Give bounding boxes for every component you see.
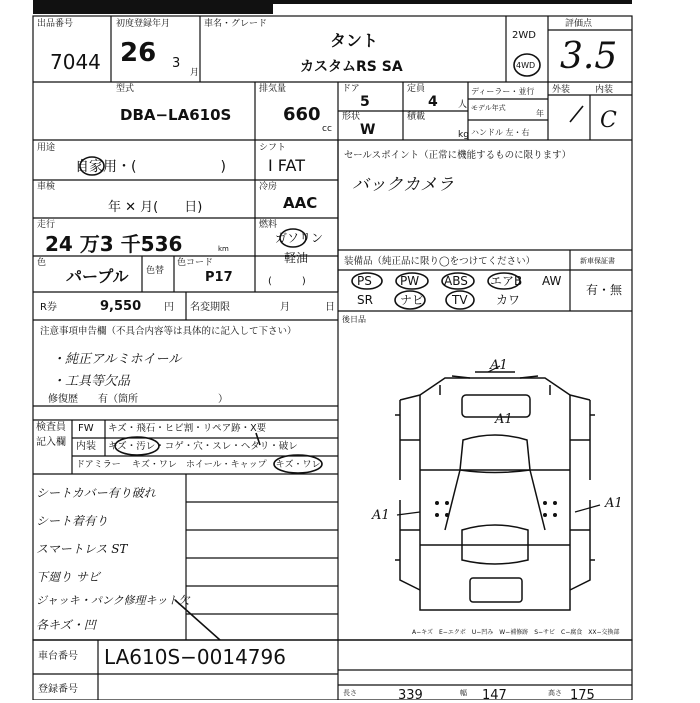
recycle-unit: 円 bbox=[164, 302, 174, 313]
equip-aw: AW bbox=[542, 274, 562, 288]
model-label: 型式 bbox=[116, 84, 135, 94]
model-year-label: モデル年式 bbox=[471, 104, 506, 112]
usage-value: 自家用・( ) bbox=[75, 159, 226, 175]
mileage-label: 走行 bbox=[37, 220, 56, 230]
equip-airbag: エアB bbox=[490, 274, 523, 288]
fuel-label: 燃料 bbox=[259, 220, 278, 230]
doors-value: 5 bbox=[360, 94, 370, 110]
color-label: 色 bbox=[37, 258, 47, 268]
vehicle-grade: カスタムRS SA bbox=[300, 59, 403, 75]
sales-point-label: セールスポイント（正常に機能するものに限ります） bbox=[344, 150, 572, 161]
registration-month-unit: 月 bbox=[190, 68, 200, 78]
color-value: パープル bbox=[66, 267, 129, 286]
hw-note-5: ジャッキ・パンク修理キット欠 bbox=[36, 594, 190, 607]
chassis-value: LA610S−0014796 bbox=[104, 645, 286, 669]
new-car-label: 新車保証書 bbox=[580, 257, 615, 265]
equipment-label: 装備品（純正品に限り◯をつけてください） bbox=[344, 256, 536, 267]
inspector-mirror: ドアミラー bbox=[76, 460, 121, 470]
score-overall: 3.5 bbox=[560, 36, 618, 77]
shift-value: I FAT bbox=[268, 156, 306, 175]
engine-unit: cc bbox=[322, 124, 332, 134]
damage-mark-hood: A1 bbox=[495, 412, 513, 427]
dim-length-label: 長さ bbox=[343, 689, 357, 697]
damage-mark-roof: A1 bbox=[490, 358, 508, 373]
notes-label: 注意事項申告欄（不具合内容等は具体的に記入して下さい） bbox=[40, 326, 297, 337]
equip-ps: PS bbox=[357, 274, 372, 288]
inspector-interior-text: キズ・汚レ・コゲ・穴・スレ・ヘタリ・破レ bbox=[108, 441, 298, 452]
equip-abs: ABS bbox=[444, 274, 468, 288]
lot-number: 7044 bbox=[50, 50, 101, 74]
engine-cc: 660 bbox=[283, 104, 321, 125]
equip-option: 有・無 bbox=[586, 283, 623, 297]
remarks-label: 後日品 bbox=[342, 315, 366, 324]
aircon-value: AAC bbox=[283, 194, 318, 212]
mileage-unit: km bbox=[218, 245, 229, 253]
interior-score: C bbox=[600, 108, 617, 133]
equip-leather: カワ bbox=[496, 293, 521, 307]
model-year-unit: 年 bbox=[536, 109, 544, 118]
exterior-label: 外装 bbox=[552, 85, 571, 95]
color-code: P17 bbox=[205, 270, 233, 285]
name-change-label: 名変期限 bbox=[190, 302, 230, 313]
score-label: 評価点 bbox=[565, 19, 593, 29]
note-line-2: ・工具等欠品 bbox=[52, 374, 131, 389]
engine-label: 排気量 bbox=[259, 84, 287, 94]
fuel-alt: 軽油 bbox=[284, 251, 309, 265]
hw-note-3: スマートレス ST bbox=[36, 542, 128, 556]
inspection-label: 車検 bbox=[37, 182, 56, 192]
hw-note-6: 各キズ・凹 bbox=[36, 618, 96, 632]
model-code: DBA−LA610S bbox=[120, 106, 232, 124]
shift-label: シフト bbox=[259, 143, 287, 153]
inspector-fw: FW bbox=[78, 423, 94, 434]
registration-year: 26 bbox=[120, 38, 157, 68]
dim-height: 175 bbox=[570, 688, 595, 703]
hw-note-1: シートカバー有り破れ bbox=[36, 486, 156, 500]
inspector-interior: 内装 bbox=[76, 441, 96, 452]
load-label: 積載 bbox=[407, 112, 426, 122]
capacity-unit: 人 bbox=[458, 100, 468, 110]
vehicle-name-label: 車名・グレード bbox=[204, 19, 268, 29]
equip-tv: TV bbox=[452, 293, 468, 307]
equip-sr: SR bbox=[357, 293, 373, 307]
registration-month: 3 bbox=[172, 56, 181, 71]
color-change-label: 色替 bbox=[146, 266, 165, 276]
name-change-day: 日 bbox=[325, 302, 335, 313]
handle-label: ハンドル 左・右 bbox=[471, 128, 530, 137]
lot-label: 出品番号 bbox=[37, 19, 74, 29]
inspector-fw-text: キズ・飛石・ヒビ割・リペア跡・X要 bbox=[108, 423, 267, 434]
dim-width-label: 幅 bbox=[460, 689, 467, 697]
recycle-label: R券 bbox=[40, 302, 57, 313]
drive-2wd: 2WD bbox=[512, 30, 536, 41]
dim-width: 147 bbox=[482, 688, 507, 703]
hw-note-2: シート着有り bbox=[36, 514, 109, 528]
recycle-value: 9,550 bbox=[100, 299, 142, 314]
car-damage-diagram bbox=[395, 372, 595, 610]
shape-label: 形状 bbox=[342, 112, 361, 122]
dim-height-label: 高さ bbox=[548, 689, 562, 697]
shape-value: W bbox=[360, 122, 376, 138]
interior-label: 内装 bbox=[595, 85, 614, 95]
name-change-month: 月 bbox=[280, 302, 290, 313]
vehicle-name: タント bbox=[330, 31, 379, 50]
aircon-label: 冷房 bbox=[259, 182, 278, 192]
inspector-entry-label: 記入欄 bbox=[36, 437, 66, 448]
inspector-label: 検査員 bbox=[36, 422, 66, 433]
damage-mark-left: A1 bbox=[372, 508, 390, 523]
usage-label: 用途 bbox=[37, 143, 56, 153]
note-line-1: ・純正アルミホイール bbox=[52, 352, 182, 367]
chassis-label: 車台番号 bbox=[38, 651, 78, 662]
fuel-paren: ( ) bbox=[268, 276, 306, 287]
repair-history: 修復歴 有（箇所 ） bbox=[48, 394, 228, 405]
doors-label: ドア bbox=[342, 84, 360, 94]
load-unit: kg bbox=[458, 130, 469, 140]
drive-4wd: 4WD bbox=[516, 61, 536, 70]
capacity-value: 4 bbox=[428, 94, 438, 110]
color-code-label: 色コード bbox=[177, 258, 214, 268]
mileage-value: 24 万3 千536 bbox=[45, 232, 183, 256]
capacity-label: 定員 bbox=[407, 84, 426, 94]
fuel-value: ガソリン bbox=[275, 231, 324, 245]
reg-number-label: 登録番号 bbox=[38, 684, 78, 695]
damage-mark-right: A1 bbox=[605, 496, 623, 511]
equip-navi: ナビ bbox=[400, 293, 425, 307]
inspection-value: 年 ✕ 月( 日) bbox=[108, 200, 203, 215]
sales-point-text: バックカメラ bbox=[352, 175, 454, 195]
registration-label: 初度登録年月 bbox=[116, 19, 171, 29]
inspector-mirror-text: キズ・ワレ ホイール・キャップ キズ・ワレ bbox=[132, 460, 321, 470]
dealer-label: ディーラー・並行 bbox=[471, 87, 535, 96]
damage-legend: A−キズ E−エクボ U−凹み W−補修跡 S−サビ C−腐食 XX−交換部 bbox=[412, 629, 620, 636]
dim-length: 339 bbox=[398, 688, 423, 703]
hw-note-4: 下廻り サビ bbox=[36, 570, 100, 584]
equip-pw: PW bbox=[400, 274, 420, 288]
